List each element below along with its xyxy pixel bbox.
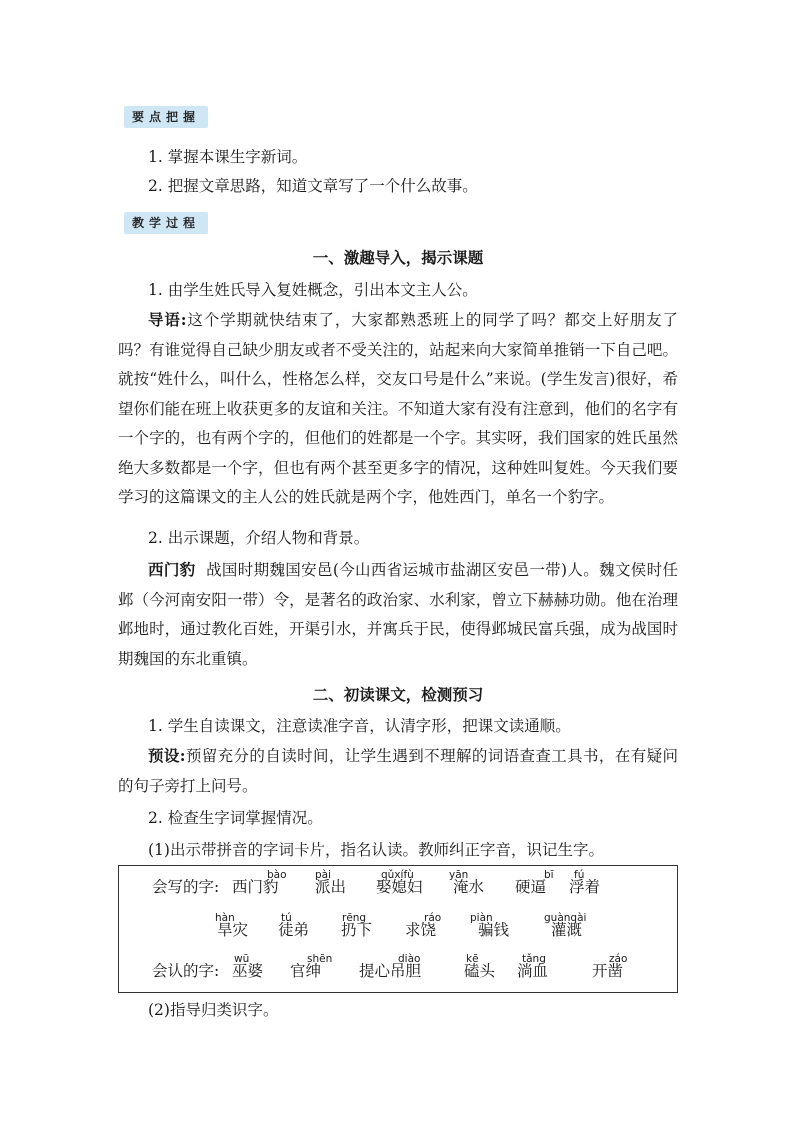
- word-item: 官绅: [290, 962, 322, 980]
- key-point-2: 2. 把握文章思路，知道文章写了一个什么故事。: [148, 177, 478, 195]
- pinyin-label: bī: [544, 869, 554, 881]
- pinyin-label: ráo: [424, 912, 442, 924]
- part2-sub1: (1)出示带拼音的字词卡片，指名认读。教师纠正字音，识记生字。: [148, 841, 604, 859]
- part2-item1: 1. 学生自读课文，注意读准字音，认清字形，把课文读通顺。: [148, 717, 571, 735]
- word-item: 浮着: [569, 878, 601, 896]
- pinyin-label: wū: [234, 953, 250, 965]
- ximen-label: 西门豹: [148, 560, 196, 579]
- pinyin-label: kē: [466, 953, 479, 965]
- pinyin-label: hàn: [215, 912, 235, 924]
- pinyin-label: yān: [449, 869, 469, 881]
- key-point-1: 1. 掌握本课生字新词。: [148, 148, 308, 166]
- pinyin-label: diào: [398, 953, 421, 965]
- preset-paragraph: [118, 741, 678, 801]
- word-item: 娶媳妇: [376, 878, 423, 896]
- word-item: 西门豹: [232, 878, 279, 896]
- guide-paragraph: [118, 305, 678, 513]
- pinyin-label: shēn: [307, 953, 333, 965]
- word-item: 旱灾: [217, 921, 249, 939]
- word-item: 开凿: [592, 962, 624, 980]
- word-item: 巫婆: [232, 962, 264, 980]
- guide-text: 这个学期就快结束了，大家都熟悉班上的同学了吗？都交上好朋友了吗？有谁觉得自己缺少朋友或者不受关注的，站起来向大家简单推销一下自己吧。就按“姓什么，叫什么，性格怎么样，交友口号是什么”来说。(学生发言)很好，希望你们能在班上收获更多的友谊和关注。不知道大家有没有注意到，他们的名字有一个字的，也有两个字的，但他们的姓都是一个字。其实呀，我们国家的姓氏虽然绝大多数都是一个字，但也有两个甚至更多字的情况，这种姓叫复姓。今天我们要学习的这篇课文的主人公的姓氏就是两个字，他姓西门，单名一个豹字。: [118, 311, 678, 506]
- word-item: 求饶: [405, 921, 437, 939]
- word-item: 硬逼: [515, 878, 547, 896]
- read-label: 会认的字:: [152, 962, 220, 980]
- part2-sub2: (2)指导归类识字。: [148, 1001, 279, 1019]
- pinyin-label: tǎng: [522, 953, 546, 965]
- part1-item1: 1. 由学生姓氏导入复姓概念，引出本文主人公。: [148, 281, 478, 299]
- word-card: [118, 865, 678, 993]
- pinyin-label: fú: [574, 869, 585, 881]
- write-label: 会写的字:: [152, 878, 220, 896]
- guide-label: 导语:: [148, 310, 187, 329]
- pinyin-label: tú: [281, 912, 292, 924]
- word-item: 淌血: [517, 962, 549, 980]
- pinyin-label: bào: [267, 869, 287, 881]
- ximen-text: 战国时期魏国安邑(今山西省运城市盐湖区安邑一带)人。魏文侯时任邺（今河南安阳一带）令，是著名的政治家、水利家，曾立下赫赫功勋。他在治理邺地时，通过教化百姓，开渠引水，并寓兵于民，使得邺城民富兵强，成为战国时期魏国的东北重镇。: [118, 561, 678, 668]
- teaching-process-tag: 教学过程: [124, 212, 208, 234]
- word-item: 扔下: [341, 921, 373, 939]
- pinyin-label: qǔxífù: [381, 869, 414, 881]
- word-item: 淹水: [453, 878, 485, 896]
- pinyin-label: rēng: [342, 912, 367, 924]
- pinyin-label: pài: [315, 869, 332, 881]
- preset-label: 预设:: [148, 746, 186, 765]
- word-item: 徒弟: [278, 921, 310, 939]
- part1-item2: 2. 出示课题，介绍人物和背景。: [148, 529, 370, 547]
- word-item: 提心吊胆: [359, 962, 422, 980]
- part2-item2: 2. 检查生字词掌握情况。: [148, 809, 323, 827]
- pinyin-label: záo: [609, 953, 628, 965]
- ximen-paragraph: [118, 555, 678, 674]
- word-item: 派出: [315, 878, 347, 896]
- part2-heading: 二、初读课文，检测预习: [312, 685, 484, 704]
- word-item: 骗钱: [478, 921, 510, 939]
- pinyin-label: piàn: [470, 912, 493, 924]
- pinyin-label: guànqài: [544, 912, 587, 924]
- preset-text: 预留充分的自读时间，让学生遇到不理解的词语查查工具书，在有疑问的句子旁打上问号。: [118, 747, 678, 795]
- word-item: 磕头: [464, 962, 496, 980]
- word-item: 灌溉: [551, 921, 583, 939]
- part1-heading: 一、激趣导入，揭示课题: [312, 248, 484, 267]
- key-points-tag: 要点把握: [124, 106, 208, 128]
